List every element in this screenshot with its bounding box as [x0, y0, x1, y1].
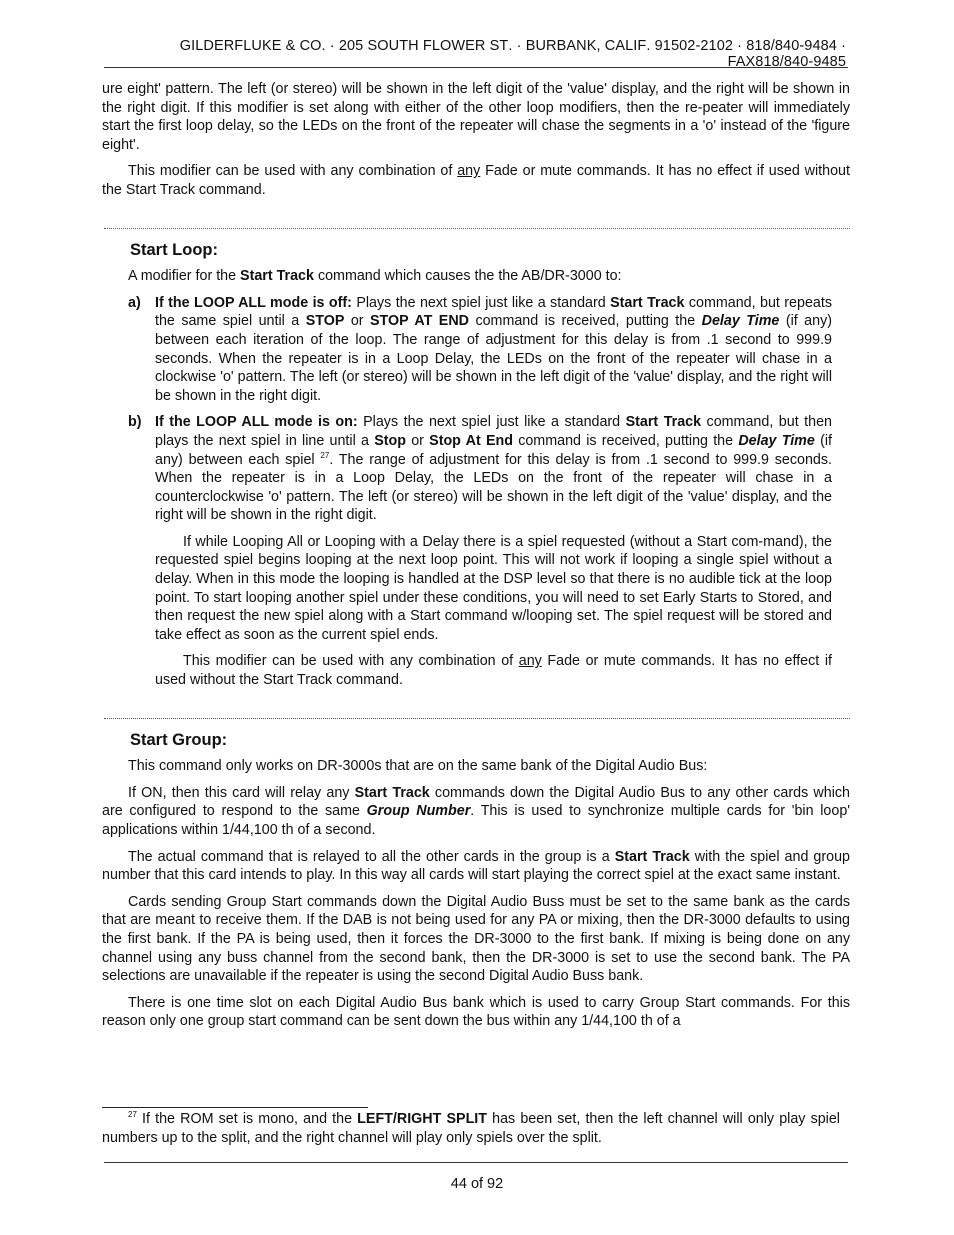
header-text: . · — [508, 38, 526, 54]
header-rule — [104, 67, 848, 68]
text: If ON, then this card will relay any — [128, 784, 355, 801]
bold-text: Start Track — [240, 268, 314, 285]
bold-text: Stop — [374, 432, 406, 449]
header-text: O — [310, 38, 322, 54]
header-text: . 91502-2102 · 818/840-9484 · — [646, 38, 846, 54]
underlined-text: any — [457, 163, 481, 180]
text: commands down the Digital Audio Bus to any other cards which are configured to respond to the same — [102, 784, 850, 820]
footer-rule — [104, 1162, 848, 1163]
text: Plays the next spiel just like a standard — [351, 294, 611, 311]
bold-italic-text: Delay Time — [701, 313, 780, 330]
text: command is received, putting the — [468, 313, 702, 330]
intro-paragraph-modifier — [102, 162, 850, 199]
list-item-a — [128, 294, 832, 406]
text: (if any) between each iteration of the loop. The range of adjustment for this delay is from .1 second to 999.9 seconds. When the repeater is in a Loop Delay, the LEDs on the front of the repeater will chase in a clockwise 'o' pattern. The left (or stereo) will be shown in the left digit of the 'value' display, and the right will be shown in the right digit. — [155, 313, 832, 404]
section-divider — [104, 228, 850, 229]
list-marker: b) — [128, 414, 142, 431]
text: command is received, putting the — [512, 432, 739, 449]
start-group-paragraph — [102, 784, 850, 840]
footnote-reference[interactable]: 27 — [320, 450, 330, 460]
header-text: LOWER — [431, 38, 486, 54]
header-text: S — [367, 38, 378, 54]
header-text: URBANK — [535, 38, 597, 54]
section-title-start-group: Start Group: — [130, 730, 228, 749]
text: This modifier can be used with any combination of — [128, 163, 458, 180]
text: Fade or mute commands. It has no effect if used without the Start Track command. — [155, 653, 832, 689]
intro-paragraph: ure eight' pattern. The left (or stereo) will be shown in the left digit of the 'value' display, and the right will be shown in the right digit. If this modifier is set along with either of the other loop modifiers, then the re-peater will immediately start the first loop delay, so the LEDs on the front of the repeater will chase the segments in a 'o' instead of the 'figure eight'. — [102, 81, 850, 153]
text: The actual command that is relayed to all the other cards in the group is a — [128, 848, 615, 865]
page-body — [102, 80, 850, 1039]
start-group-paragraph — [102, 848, 850, 885]
header-text: G — [179, 38, 192, 54]
text: command, but repeats the same spiel until a — [155, 294, 832, 330]
header-text: B — [525, 38, 536, 54]
header-text: & — [281, 38, 300, 54]
text: A modifier for the — [128, 268, 241, 285]
bold-text: Start Track — [354, 784, 430, 801]
bold-text: Start Track — [625, 414, 702, 431]
bold-italic-text: Group Number — [366, 803, 471, 820]
page-number: 44 of 92 — [450, 1176, 504, 1192]
header-text: , — [596, 38, 605, 54]
bold-text: If the LOOP ALL mode is on: — [155, 414, 358, 431]
header-text: C — [604, 38, 616, 54]
bold-italic-text: Delay Time — [738, 432, 815, 449]
start-group-paragraph: There is one time slot on each Digital Audio Bus bank which is used to carry Group Start commands. For this reason only one group start command can be sent down the bus within any 1/44,100 th of a — [102, 994, 850, 1030]
bold-text: If the LOOP ALL mode is off: — [155, 294, 352, 311]
header-text: . · 205 — [321, 38, 368, 54]
list-item-b — [128, 413, 832, 525]
start-group-paragraph: Cards sending Group Start commands down the Digital Audio Buss must be set to the same bank as the cards that are meant to receive them. If the DAB is not being used for any PA or mixing, then the DR-3000 defaults to using the first bank. If the PA is being used, then it forces the DR-3000 to the first bank. If mixing is being done on any channel using any buss channel from the second bank, then the DR-3000 is set to use the second bank. The PA selections are unavailable if the repeater is using the second Digital Audio Buss bank. — [102, 893, 850, 985]
text: or — [344, 313, 370, 330]
bold-text: Start Track — [614, 848, 690, 865]
modifier-paragraph — [155, 652, 832, 689]
text: . This is used to synchronize multiple cards for 'bin loop' applications within 1/44,100 th of a second. — [102, 803, 850, 838]
header-text: F — [418, 38, 432, 54]
text: . The range of adjustment for this delay is from .1 second to 999.9 seconds. When the repeater is in a Loop Delay, the LEDs on the front of the repeater will chase in a counterclockwise 'o' pattern. The left (or stereo) will be shown in the left digit of the 'value' display, and the right will be shown in the right digit. — [155, 451, 832, 524]
header-text: T — [499, 38, 509, 54]
bold-text: Start Track — [610, 294, 685, 311]
header-text: C — [299, 38, 311, 54]
start-group-intro: This command only works on DR-3000s that are on the same bank of the Digital Audio Bus: — [128, 758, 708, 775]
header-text: ALIF — [615, 38, 647, 54]
text: (if any) between each spiel — [155, 432, 833, 468]
section-divider — [104, 718, 850, 719]
text: command which causes the the AB/DR-3000 to: — [313, 268, 622, 285]
footnote — [102, 1110, 840, 1148]
header-text: OUTH — [377, 38, 419, 54]
text: Plays the next spiel just like a standard — [357, 414, 626, 431]
bold-text: Stop At End — [429, 432, 513, 449]
header-text: 818/840-9485 — [755, 54, 846, 70]
looping-paragraph: If while Looping All or Looping with a Delay there is a spiel requested (without a Start com-mand), the requested spiel begins looping at the next loop point. This will not work if looping a single spiel without a delay. When in this mode the looping is handled at the DSP level so that there is no audible tick at the loop point. To start looping another spiel under these conditions, you will need to set Early Starts to Stored, and then request the new spiel along with a Start command w/looping set. The spiel request will be stored and take effect as soon as the current spiel ends. — [155, 533, 832, 643]
text: with the spiel and group number that this card intends to play. In this way all cards will start playing the correct spiel at the exact same instant. — [102, 848, 850, 884]
bold-text: STOP — [305, 313, 345, 330]
footnote-number: 27 — [128, 1110, 137, 1120]
text: or — [405, 432, 430, 449]
text: Fade or mute commands. It has no effect if used without the Start Track command. — [102, 163, 850, 198]
underlined-text: any — [518, 653, 542, 670]
bold-text: LEFT/RIGHT SPLIT — [357, 1111, 488, 1127]
bold-text: STOP AT END — [370, 313, 469, 330]
text: command, but then plays the next spiel in line until a — [155, 414, 832, 449]
text: This modifier can be used with any combination of — [183, 653, 519, 670]
page-header — [108, 38, 846, 70]
list-marker: a) — [128, 294, 141, 311]
header-text: ILDERFLUKE — [191, 38, 282, 54]
section-title-start-loop: Start Loop: — [130, 240, 218, 259]
start-loop-intro — [102, 267, 850, 286]
text: has been set, then the left channel will only play spiel numbers up to the split, and the right channel will play only spiels over the split. — [102, 1111, 840, 1146]
footnote-rule — [102, 1107, 368, 1108]
start-loop-list — [128, 294, 832, 525]
header-text: S — [485, 38, 500, 54]
header-text: FAX — [727, 54, 756, 70]
text: If the ROM set is mono, and the — [136, 1111, 358, 1127]
